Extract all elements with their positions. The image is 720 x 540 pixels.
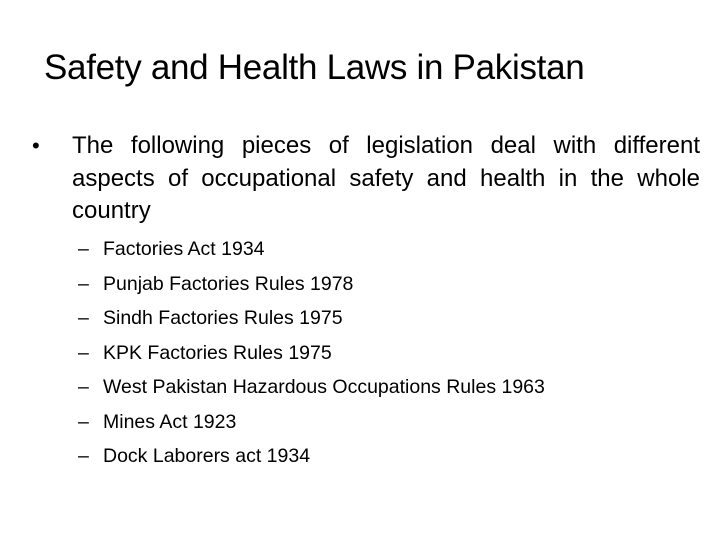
law-text: Mines Act 1923 [103, 410, 237, 433]
law-text: Sindh Factories Rules 1975 [103, 307, 343, 329]
law-item [78, 370, 678, 405]
dash-marker: – [78, 376, 89, 398]
bullet-marker: • [32, 133, 40, 158]
law-item [78, 301, 678, 336]
dash-marker: – [78, 410, 89, 433]
slide-title: Safety and Health Laws in Pakistan [44, 48, 585, 87]
bullet-text: The following pieces of legislation deal with different aspects of occupational safety and health in the whole country [72, 132, 700, 224]
law-text: KPK Factories Rules 1975 [103, 341, 332, 364]
law-text: West Pakistan Hazardous Occupations Rules 1963 [103, 376, 545, 398]
dash-marker: – [78, 307, 89, 329]
dash-marker: – [78, 445, 89, 467]
law-text: Dock Laborers act 1934 [103, 445, 311, 467]
law-item [78, 439, 678, 474]
law-text: Factories Act 1934 [103, 238, 265, 260]
law-text: Punjab Factories Rules 1978 [103, 272, 354, 295]
laws-list [78, 232, 678, 474]
dash-marker: – [78, 272, 89, 295]
dash-marker: – [78, 341, 89, 364]
law-item [78, 267, 678, 302]
law-item [78, 405, 678, 440]
law-item [78, 232, 678, 267]
dash-marker: – [78, 238, 89, 260]
law-item [78, 336, 678, 371]
